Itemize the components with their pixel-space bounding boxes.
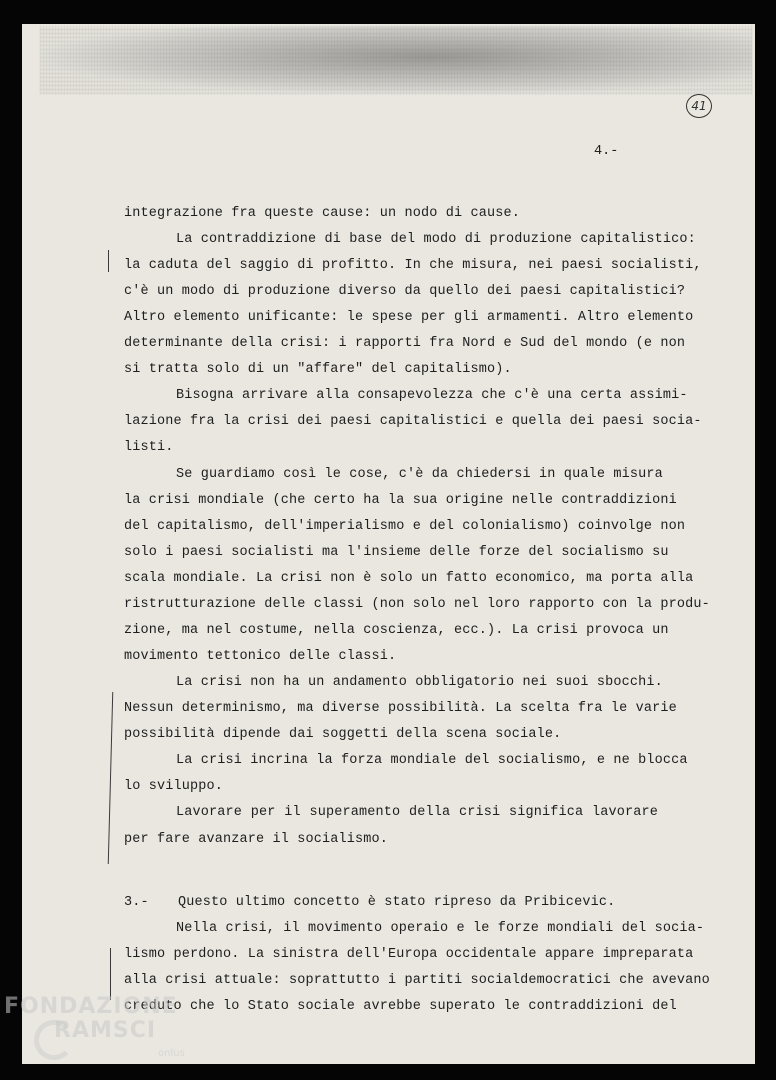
watermark-logo xyxy=(0,990,200,1080)
text-line: La contraddizione di base del modo di produzione capitalistico: xyxy=(176,232,696,247)
text-line: possibilità dipende dai soggetti della scena sociale. xyxy=(124,727,562,742)
text-line: La crisi non ha un andamento obbligatorio nei suoi sbocchi. xyxy=(176,675,663,690)
text-line: lazione fra la crisi dei paesi capitalistici e quella dei paesi socia- xyxy=(124,414,702,429)
text-line: Altro elemento unificante: le spese per gli armamenti. Altro elemento xyxy=(124,310,694,325)
watermark-sub: onlus xyxy=(158,1048,185,1059)
section-heading: Questo ultimo concetto è stato ripreso da Pribicevic. xyxy=(178,895,616,910)
text-line: lo sviluppo. xyxy=(124,779,224,794)
text-line: Lavorare per il superamento della crisi significa lavorare xyxy=(176,805,658,820)
text-line: integrazione fra queste cause: un nodo di cause. xyxy=(124,206,521,221)
text-line: zione, ma nel costume, nella coscienza, ecc.). La crisi provoca un xyxy=(124,623,669,638)
text-line: la crisi mondiale (che certo ha la sua origine nelle contraddizioni xyxy=(124,493,677,508)
document-page xyxy=(22,24,755,1064)
photocopy-smudge xyxy=(40,26,752,94)
watermark-line1: FONDAZIONE xyxy=(4,994,178,1019)
text-line: Nessun determinismo, ma diverse possibilità. La scelta fra le varie xyxy=(124,701,677,716)
text-line: solo i paesi socialisti ma l'insieme delle forze del socialismo su xyxy=(124,545,669,560)
text-line: lismo perdono. La sinistra dell'Europa occidentale appare impreparata xyxy=(124,947,694,962)
text-line: scala mondiale. La crisi non è solo un fatto economico, ma porta alla xyxy=(124,571,694,586)
text-line: Bisogna arrivare alla consapevolezza che c'è una certa assimi- xyxy=(176,388,688,403)
text-line: del capitalismo, dell'imperialismo e del colonialismo) coinvolge non xyxy=(124,519,686,534)
page-number: 4.- xyxy=(594,144,619,159)
text-line: alla crisi attuale: soprattutto i partiti socialdemocratici che avevano xyxy=(124,973,710,988)
text-line: si tratta solo di un "affare" del capitalismo). xyxy=(124,362,512,377)
text-line: listi. xyxy=(124,440,174,455)
watermark-line2: RAMSCI xyxy=(54,1018,157,1043)
text-line: La crisi incrina la forza mondiale del socialismo, e ne blocca xyxy=(176,753,688,768)
text-line: creduto che lo Stato sociale avrebbe superato le contraddizioni del xyxy=(124,999,677,1014)
text-line: la caduta del saggio di profitto. In che misura, nei paesi socialisti, xyxy=(124,258,702,273)
text-line: Nella crisi, il movimento operaio e le forze mondiali del socia- xyxy=(176,921,705,936)
archive-number-stamp: 41 xyxy=(686,94,712,118)
text-line: per fare avanzare il socialismo. xyxy=(124,832,389,847)
margin-mark xyxy=(108,692,114,864)
margin-mark xyxy=(108,250,109,272)
text-line: Se guardiamo così le cose, c'è da chiedersi in quale misura xyxy=(176,467,663,482)
text-line: c'è un modo di produzione diverso da quello dei paesi capitalistici? xyxy=(124,284,686,299)
text-line: ristrutturazione delle classi (non solo nel loro rapporto con la produ- xyxy=(124,597,710,612)
section-number: 3.- xyxy=(124,895,149,910)
text-line: determinante della crisi: i rapporti fra Nord e Sud del mondo (e non xyxy=(124,336,686,351)
text-line: movimento tettonico delle classi. xyxy=(124,649,397,664)
